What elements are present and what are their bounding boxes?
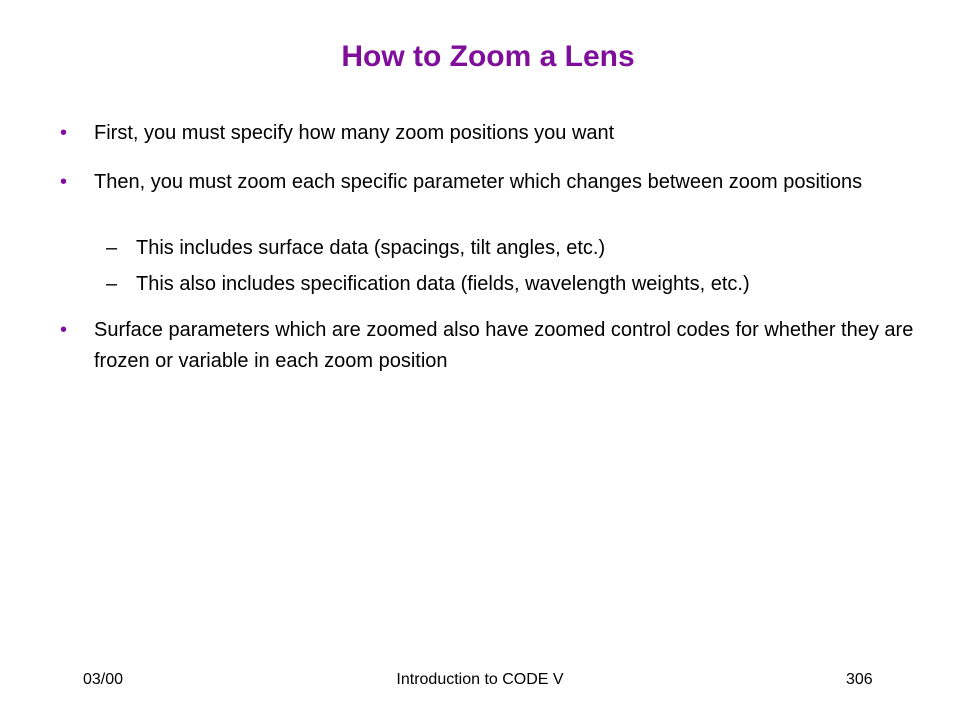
footer-page-number: 306 xyxy=(846,671,873,688)
footer-course-title: Introduction to CODE V xyxy=(396,671,564,688)
bullet-text: Surface parameters which are zoomed also have zoomed control codes for whether they are frozen or variable in each zoom position xyxy=(94,319,914,372)
bullet-marker: • xyxy=(60,171,68,193)
sub-bullet-text: This also includes specification data (fields, wavelength weights, etc.) xyxy=(136,273,750,295)
footer-date: 03/00 xyxy=(83,671,124,688)
sub-bullet-marker: – xyxy=(106,273,118,295)
sub-bullet-text: This includes surface data (spacings, tilt angles, etc.) xyxy=(136,237,606,259)
sub-bullet-marker: – xyxy=(106,237,118,259)
bullet-marker: • xyxy=(60,122,68,144)
bullet-marker: • xyxy=(60,319,68,341)
bullet-text: First, you must specify how many zoom positions you want xyxy=(94,122,615,144)
slide-title: How to Zoom a Lens xyxy=(341,40,635,73)
bullet-text: Then, you must zoom each specific parameter which changes between zoom positions xyxy=(94,171,863,193)
